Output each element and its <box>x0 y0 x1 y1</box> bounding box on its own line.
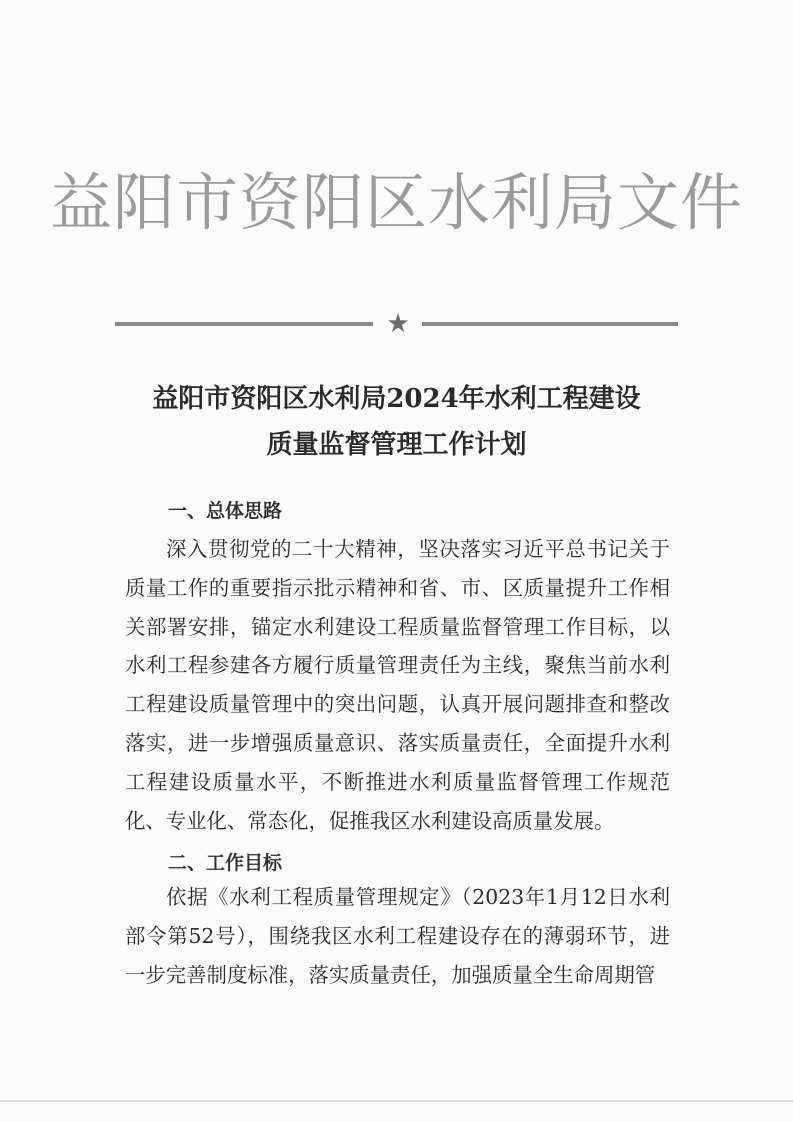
section-heading-work-goals: 二、工作目标 <box>168 852 283 874</box>
page-bottom-edge <box>0 1100 793 1102</box>
document-header-title: 益阳市资阳区水利局文件 <box>49 166 743 239</box>
document-title-line-2: 质量监督管理工作计划 <box>266 430 527 460</box>
document-title-line-1: 益阳市资阳区水利局2024年水利工程建设 <box>152 384 641 414</box>
section-paragraph-work-goals: 依据《水利工程质量管理规定》（2023年1月12日水利部令第52号），围绕我区水利工程建设存在的薄弱环节，进一步完善制度标准，落实质量责任，加强质量全生命周期管 <box>125 885 670 987</box>
header-divider <box>115 309 678 339</box>
star-icon: ★ <box>386 309 410 339</box>
divider-line-left <box>115 322 373 326</box>
section-heading-overall-approach: 一、总体思路 <box>168 500 283 522</box>
divider-line-right <box>422 322 678 326</box>
section-paragraph-overall-approach: 深入贯彻党的二十大精神，坚决落实习近平总书记关于质量工作的重要指示批示精神和省、市、区质量提升工作相关部署安排，锚定水利建设工程质量监督管理工作目标，以水利工程参建各方履行质量管理责任为主线，聚焦当前水利工程建设质量管理中的突出问题，认真开展问题排查和整改落实，进一步增强质量意识、落实质量责任，全面提升水利工程建设质量水平，不断推进水利质量监督管理工作规范化、专业化、常态化，促推我区水利建设高质量发展。 <box>125 537 670 833</box>
